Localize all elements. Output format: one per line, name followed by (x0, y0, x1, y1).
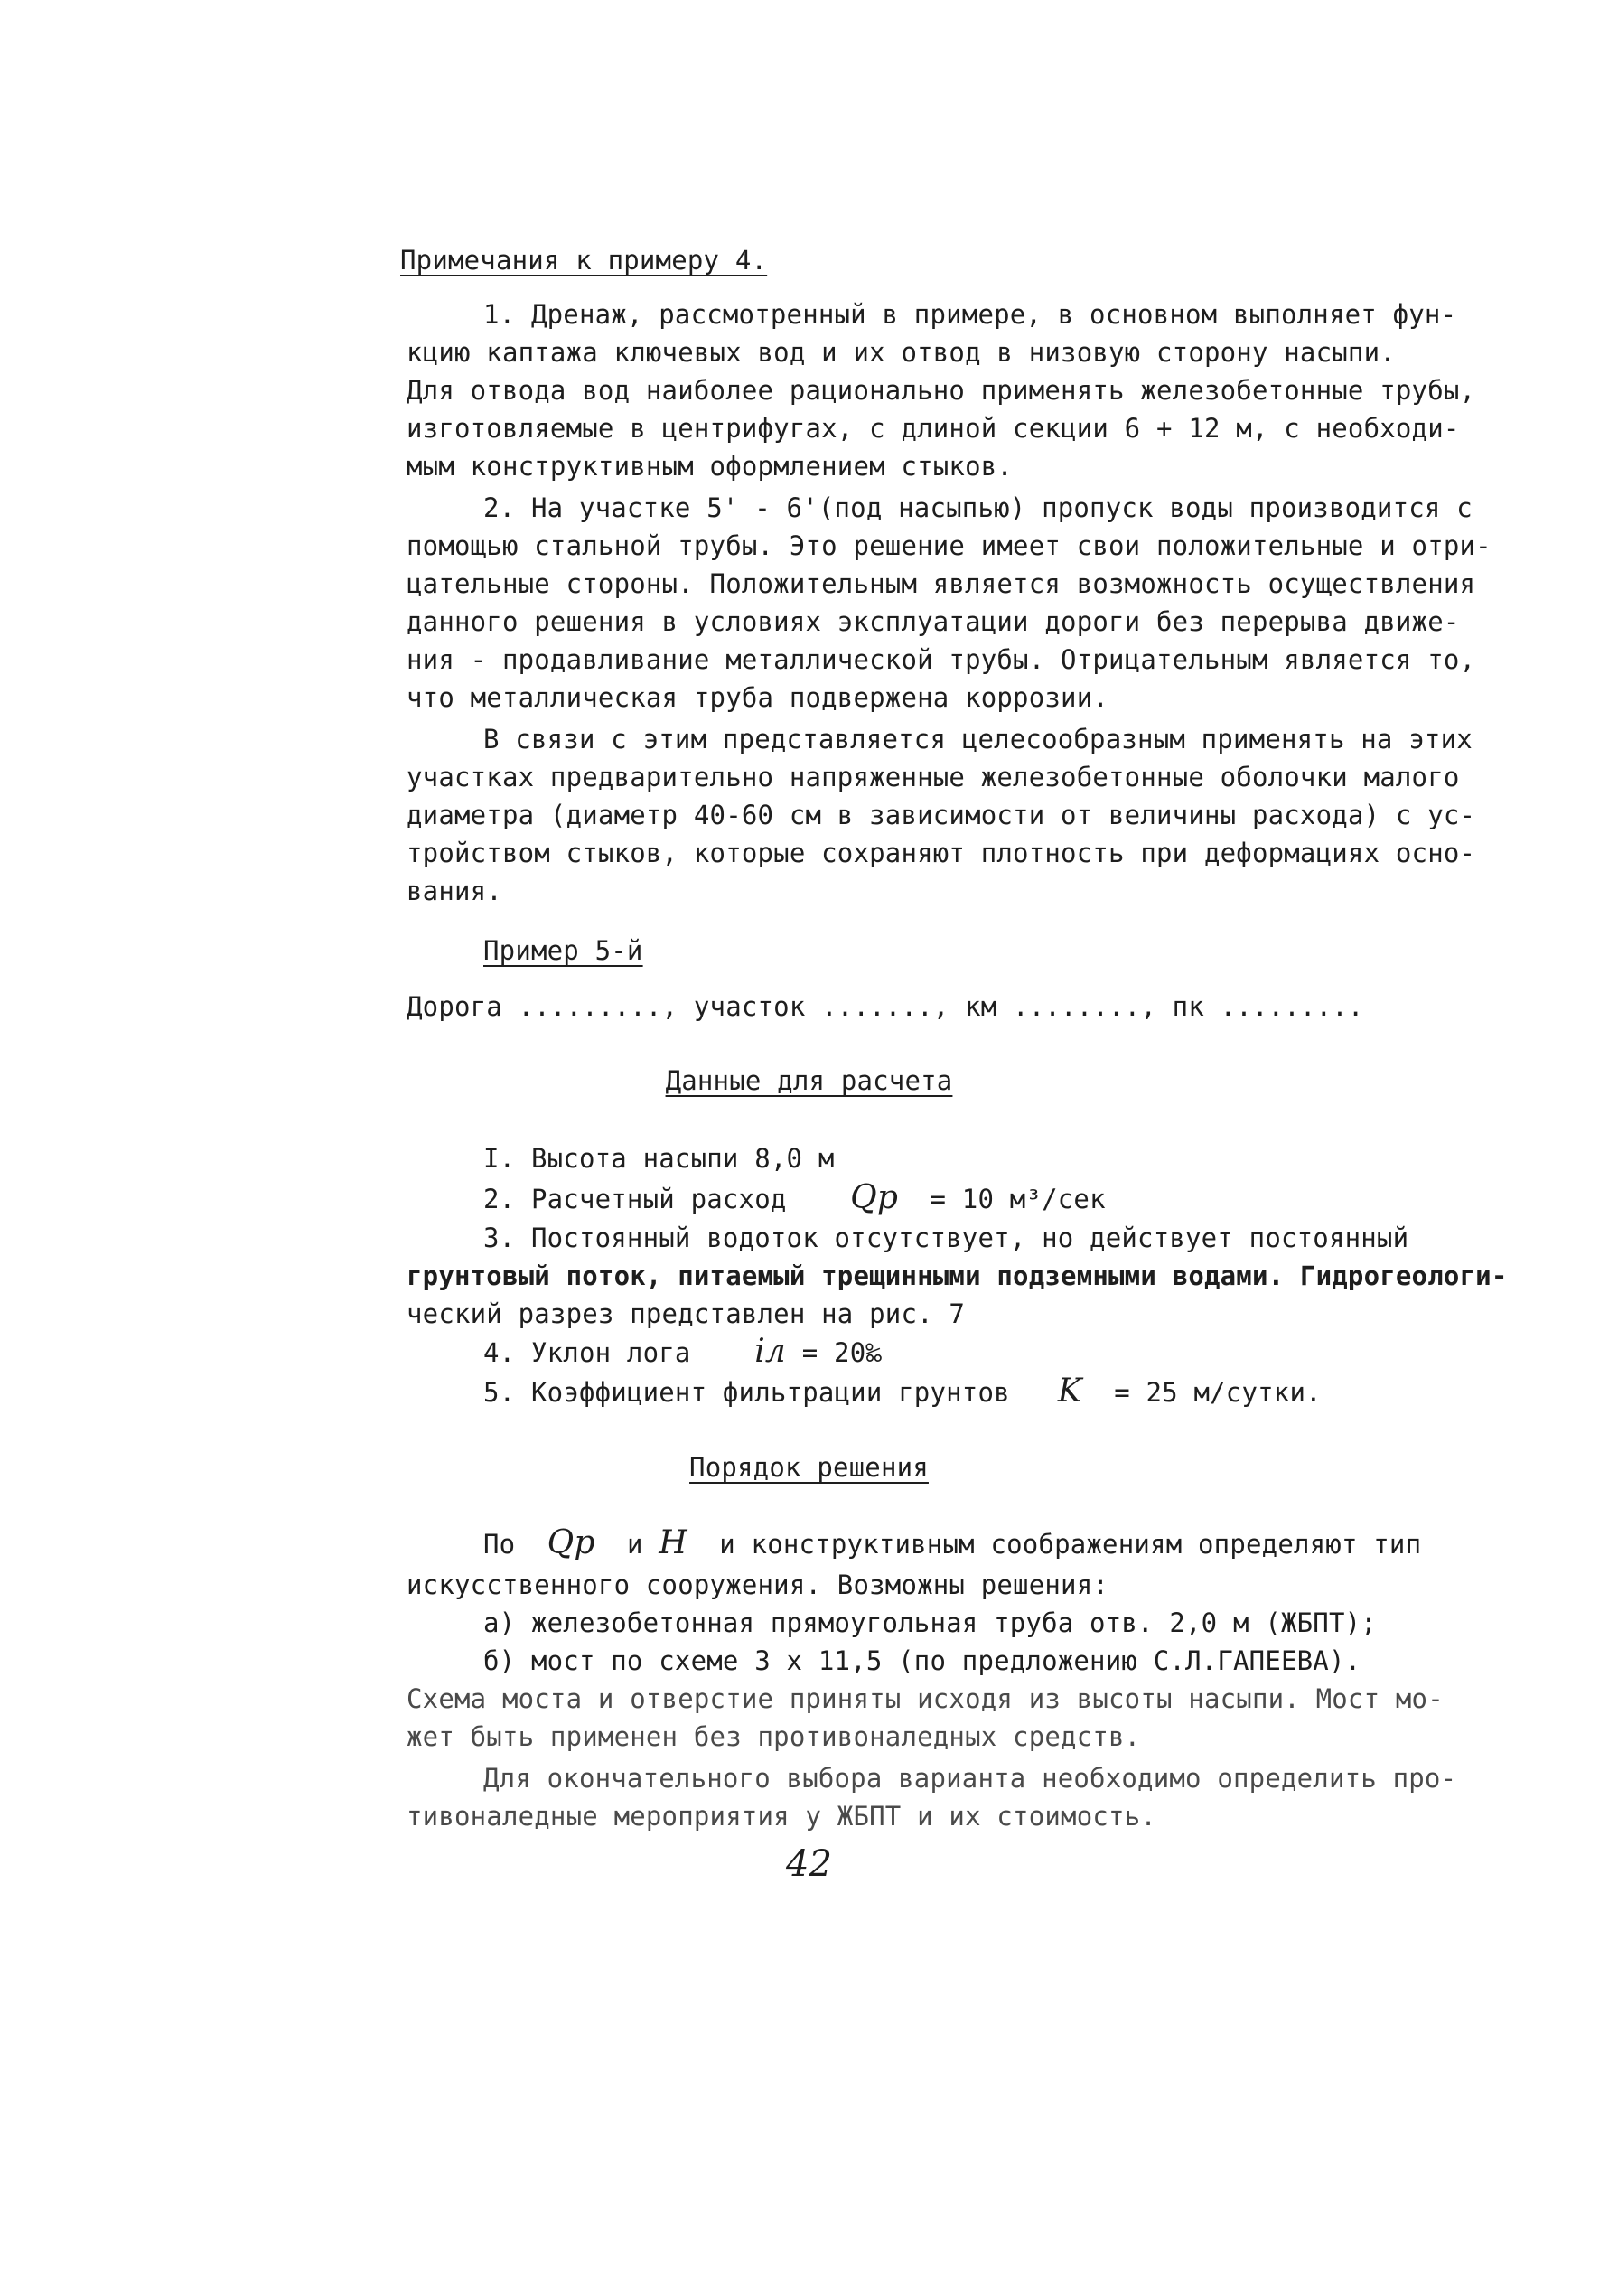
data-heading-text: Данные для расчета (665, 1065, 953, 1096)
notes-line: кцию каптажа ключевых вод и их отвод в низовую сторону насыпи. (407, 337, 1396, 368)
solution-mid: и (626, 1529, 643, 1560)
notes-line: что металлическая труба подвержена коррозии. (407, 682, 1109, 713)
data-item-3-line: грунтовый поток, питаемый трещинными подземными водами. Гидрогеологи- (407, 1260, 1508, 1291)
data-item-5-suffix: = 25 м/сутки. (1114, 1377, 1322, 1408)
solution-line: а) железобетонная прямоугольная труба отв. 2,0 м (ЖБПТ); (483, 1607, 1377, 1638)
example-heading: Пример 5-й (483, 935, 643, 966)
data-item-5-prefix: 5. Коэффициент фильтрации грунтов (483, 1377, 1010, 1408)
solution-suffix: и конструктивным соображениям определяют тип (719, 1529, 1422, 1560)
notes-heading: Примечания к примеру 4. (400, 245, 768, 276)
k-symbol: K (1057, 1373, 1082, 1410)
notes-line: 2. На участке 5' - 6'(под насыпью) пропуск воды производится с (483, 492, 1473, 523)
notes-line: мым конструктивным оформлением стыков. (407, 451, 1014, 482)
notes-line: Для отвода вод наиболее рационально применять железобетонные трубы, (407, 375, 1476, 406)
data-item-4 (483, 1334, 882, 1371)
data-item-4-suffix: = 20‰ (801, 1337, 883, 1368)
data-item-3-line: 3. Постоянный водоток отсутствует, но действует постоянный (483, 1223, 1409, 1253)
notes-line: изготовляемые в центрифугах, с длиной секции 6 + 12 м, с необходи- (407, 413, 1460, 444)
notes-line: вания. (407, 876, 502, 906)
page-number: 42 (786, 1843, 832, 1885)
notes-line: цательные стороны. Положительным является возможность осуществления (407, 568, 1476, 599)
data-item-3-line: ческий разрез представлен на рис. 7 (407, 1298, 966, 1329)
solution-line-1 (483, 1525, 1421, 1562)
data-item-2-suffix: = 10 м³/сек (930, 1184, 1106, 1214)
q-symbol: Qp (850, 1179, 899, 1216)
solution-line: Схема моста и отверстие приняты исходя из высоты насыпи. Мост мо- (407, 1683, 1444, 1714)
data-item-2-prefix: 2. Расчетный расход (483, 1184, 787, 1214)
solution-line: тивоналедные мероприятия у ЖБПТ и их стоимость. (407, 1801, 1156, 1832)
slope-symbol: iл (754, 1333, 787, 1370)
data-heading (0, 1063, 1618, 1099)
solution-line: Для окончательного выбора варианта необходимо определить про- (483, 1763, 1457, 1794)
notes-line: данного решения в условиях эксплуатации дороги без перерыва движе- (407, 606, 1460, 637)
solution-heading-text: Порядок решения (689, 1452, 929, 1483)
q-symbol-2: Qp (547, 1524, 595, 1561)
notes-line: ния - продавливание металлической трубы. Отрицательным является то, (407, 644, 1476, 675)
h-symbol: H (659, 1524, 687, 1561)
notes-line: помощью стальной трубы. Это решение имеет свои положительные и отри- (407, 530, 1492, 561)
data-item-2 (483, 1180, 1106, 1217)
notes-line: 1. Дренаж, рассмотренный в примере, в основном выполняет фун- (483, 299, 1457, 330)
notes-line: В связи с этим представляется целесообразным применять на этих (483, 724, 1473, 754)
data-item-5 (483, 1373, 1322, 1410)
solution-prefix: По (483, 1529, 516, 1560)
notes-line: участках предварительно напряженные железобетонные оболочки малого (407, 762, 1460, 792)
notes-line: диаметра (диаметр 40-60 см в зависимости от величины расхода) с ус- (407, 800, 1476, 830)
solution-line: жет быть применен без противоналедных средств. (407, 1721, 1141, 1752)
data-item-4-prefix: 4. Уклон лога (483, 1337, 691, 1368)
data-item-1: I. Высота насыпи 8,0 м (483, 1143, 835, 1174)
solution-heading (0, 1449, 1618, 1485)
solution-line: искусственного сооружения. Возможны решения: (407, 1570, 1109, 1600)
notes-line: тройством стыков, которые сохраняют плотность при деформациях осно- (407, 838, 1476, 868)
solution-line: б) мост по схеме 3 х 11,5 (по предложению С.Л.ГАПЕЕВА). (483, 1645, 1361, 1676)
road-line: Дорога ........., участок ......., км ........, пк ......... (407, 991, 1364, 1022)
